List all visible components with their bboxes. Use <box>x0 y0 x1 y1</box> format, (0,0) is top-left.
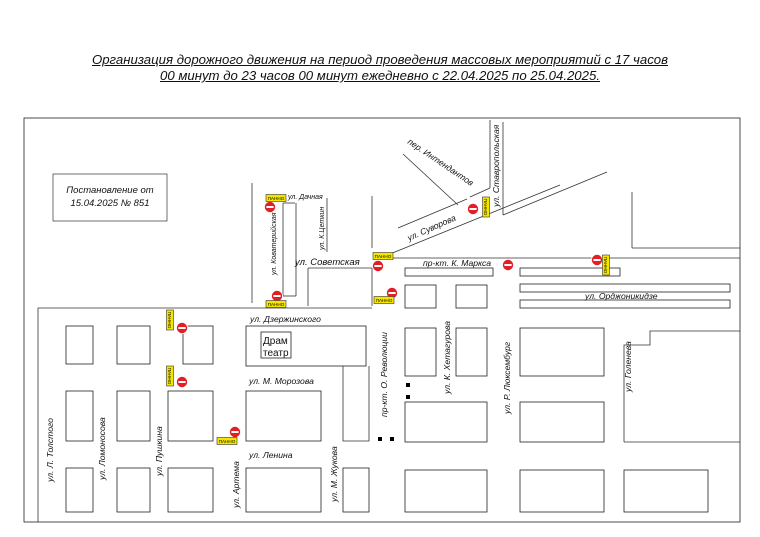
barrier-marker <box>406 395 410 399</box>
panno-label: ПАННО <box>603 256 608 274</box>
city-block <box>117 468 150 512</box>
road-line <box>390 185 560 254</box>
city-block <box>405 402 487 442</box>
city-block <box>117 391 150 441</box>
no-entry-sign-icon <box>264 201 275 212</box>
city-block <box>624 470 708 512</box>
street-dzerzhinskogo: ул. Дзержинского <box>250 314 321 324</box>
city-block <box>405 285 436 308</box>
street-sovetskaya: ул. Советская <box>295 257 360 268</box>
street-goleneva: ул. Голенева <box>623 341 633 392</box>
title-line-2: 00 минут до 23 часов 00 минут ежедневно с 22.04.2025 по 25.04.2025. <box>160 68 600 83</box>
city-block <box>117 326 150 364</box>
theatre-line-2: театр <box>263 348 289 359</box>
city-block <box>520 328 604 376</box>
street-zhukova: ул. М. Жукова <box>329 446 339 502</box>
road-line <box>503 172 607 215</box>
panno-label: ПАННО <box>267 302 285 307</box>
city-block <box>66 326 93 364</box>
decree-line-1: Постановление от <box>66 185 154 196</box>
street-marksa: пр-кт. К. Маркса <box>423 258 492 268</box>
panno-plate <box>167 366 174 386</box>
city-block <box>246 468 321 512</box>
panno-label: ПАННО <box>267 196 285 201</box>
street-tolstogo: ул. Л. Толстого <box>45 418 55 482</box>
street-morozova: ул. М. Морозова <box>249 376 314 386</box>
panno-plate <box>374 297 394 304</box>
city-block <box>405 328 436 376</box>
panno-plate <box>373 253 393 260</box>
panno-label: ПАННО <box>374 254 392 259</box>
road-line <box>343 366 369 441</box>
city-block <box>66 391 93 441</box>
road-line <box>470 188 490 197</box>
street-lenina: ул. Ленина <box>249 450 293 460</box>
city-block <box>343 468 369 512</box>
city-block <box>520 402 604 442</box>
panno-label: ПАННО <box>375 298 393 303</box>
street-lyuksemburg: ул. Р. Люксембург <box>502 341 512 414</box>
no-entry-sign-icon <box>176 376 187 387</box>
panno-plate <box>217 438 237 445</box>
barrier-marker <box>406 383 410 387</box>
panno-label: ПАННО <box>483 198 488 216</box>
barrier-marker <box>390 437 394 441</box>
city-block <box>520 300 730 308</box>
panno-plate <box>167 310 174 330</box>
no-entry-sign-icon <box>176 322 187 333</box>
street-artema: ул. Артема <box>231 461 241 508</box>
street-intendantov: пер. Интендантов <box>405 136 476 188</box>
street-ordzhonikidze: ул. Орджоникидзе <box>585 291 658 301</box>
panno-plate <box>266 301 286 308</box>
panno-label: ПАННО <box>218 439 236 444</box>
street-stavropolskaya: ул. Ставропольская <box>491 124 501 207</box>
street-dachnaya: ул. Дачная <box>288 194 323 201</box>
street-lomonosova: ул. Ломоносова <box>97 417 107 480</box>
city-block <box>456 328 487 376</box>
panno-label: ПАННО <box>167 367 172 385</box>
panno-plate <box>483 197 490 217</box>
city-block <box>168 391 213 441</box>
street-revolyutsii: пр-кт. О. Революции <box>379 332 389 417</box>
city-block <box>520 470 604 512</box>
panno-label: ПАННО <box>167 311 172 329</box>
no-entry-sign-icon <box>229 426 240 437</box>
street-pushkina: ул. Пушкина <box>154 426 164 476</box>
city-block <box>183 326 213 364</box>
panno-plate <box>266 195 286 202</box>
no-entry-sign-icon <box>502 259 513 270</box>
road-line <box>624 331 740 442</box>
city-block <box>168 468 213 512</box>
no-entry-sign-icon <box>591 254 602 265</box>
city-block <box>405 470 487 512</box>
map-frame <box>24 118 740 522</box>
city-block <box>405 268 493 276</box>
no-entry-sign-icon <box>372 260 383 271</box>
city-block <box>246 391 321 441</box>
decree-line-2: 15.04.2025 № 851 <box>70 198 150 209</box>
city-block <box>456 285 487 308</box>
street-tsetkin: ул. К.Цеткин <box>319 206 326 250</box>
street-kovaterijskaya: ул. Коватерийская <box>271 212 278 275</box>
title-line-1: Организация дорожного движения на период проведения массовых мероприятий с 17 часов <box>91 52 669 67</box>
street-khetagurova: ул. К. Хетагурова <box>442 320 452 394</box>
no-entry-sign-icon <box>467 203 478 214</box>
panno-plate <box>603 255 610 275</box>
city-block <box>66 468 93 512</box>
road-line <box>38 308 255 522</box>
barrier-marker <box>378 437 382 441</box>
theatre-line-1: Драм <box>263 336 288 347</box>
street-suvorova: ул. Суворова <box>405 212 458 243</box>
no-entry-sign-icon <box>271 290 282 301</box>
